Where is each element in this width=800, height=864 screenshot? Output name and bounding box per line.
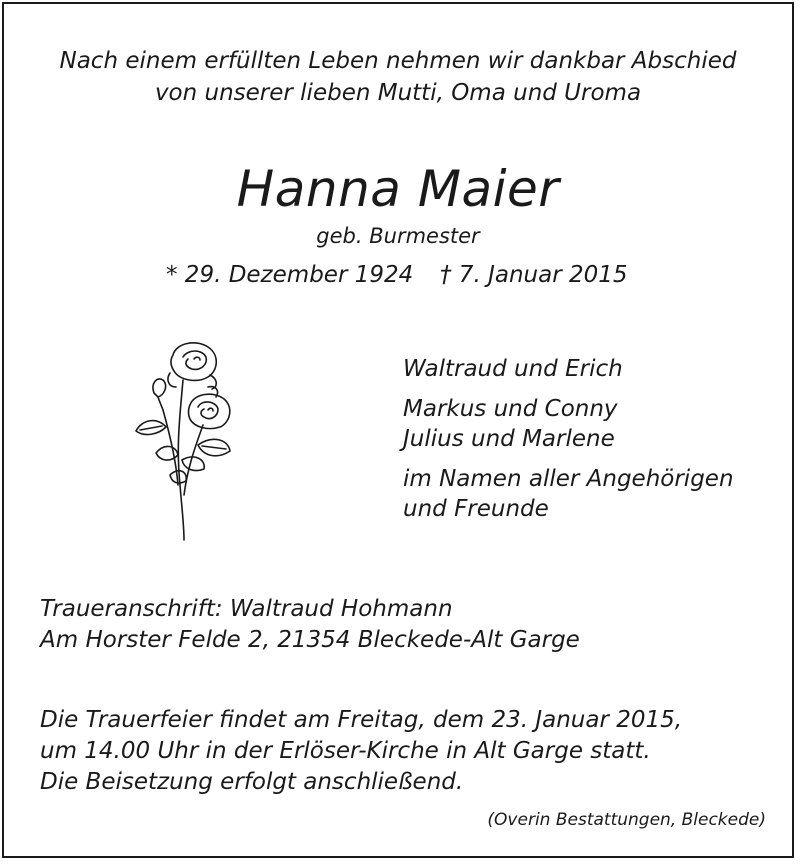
funeral-line-2: um 14.00 Uhr in der Erlöser-Kirche in Alt Garge statt. [40,738,651,764]
address-line-1: Traueranschrift: Waltraud Hohmann [40,596,453,622]
maiden-name: geb. Burmester [316,224,480,248]
intro-line-1: Nach einem erfüllten Leben nehmen wir dankbar Abschied [59,48,737,74]
deceased-name: Hanna Maier [236,160,560,218]
undertaker-credit: (Overin Bestattungen, Bleckede) [487,810,766,830]
funeral-line-1: Die Trauerfeier findet am Freitag, dem 23. Januar 2015, [40,707,683,733]
family-line-4: im Namen aller Angehörigen [403,466,734,492]
address-line-2: Am Horster Felde 2, 21354 Bleckede-Alt Garge [40,627,580,653]
death-date: † 7. Januar 2015 [440,262,628,288]
family-line-2: Markus und Conny [403,396,618,422]
funeral-line-3: Die Beisetzung erfolgt anschließend. [40,769,464,795]
intro-line-2: von unserer lieben Mutti, Oma und Uroma [154,80,642,106]
birth-date: * 29. Dezember 1924 [166,262,414,288]
rose-icon [128,335,238,545]
family-line-5: und Freunde [403,496,549,522]
family-line-1: Waltraud und Erich [403,356,623,382]
family-line-3: Julius und Marlene [403,426,615,452]
